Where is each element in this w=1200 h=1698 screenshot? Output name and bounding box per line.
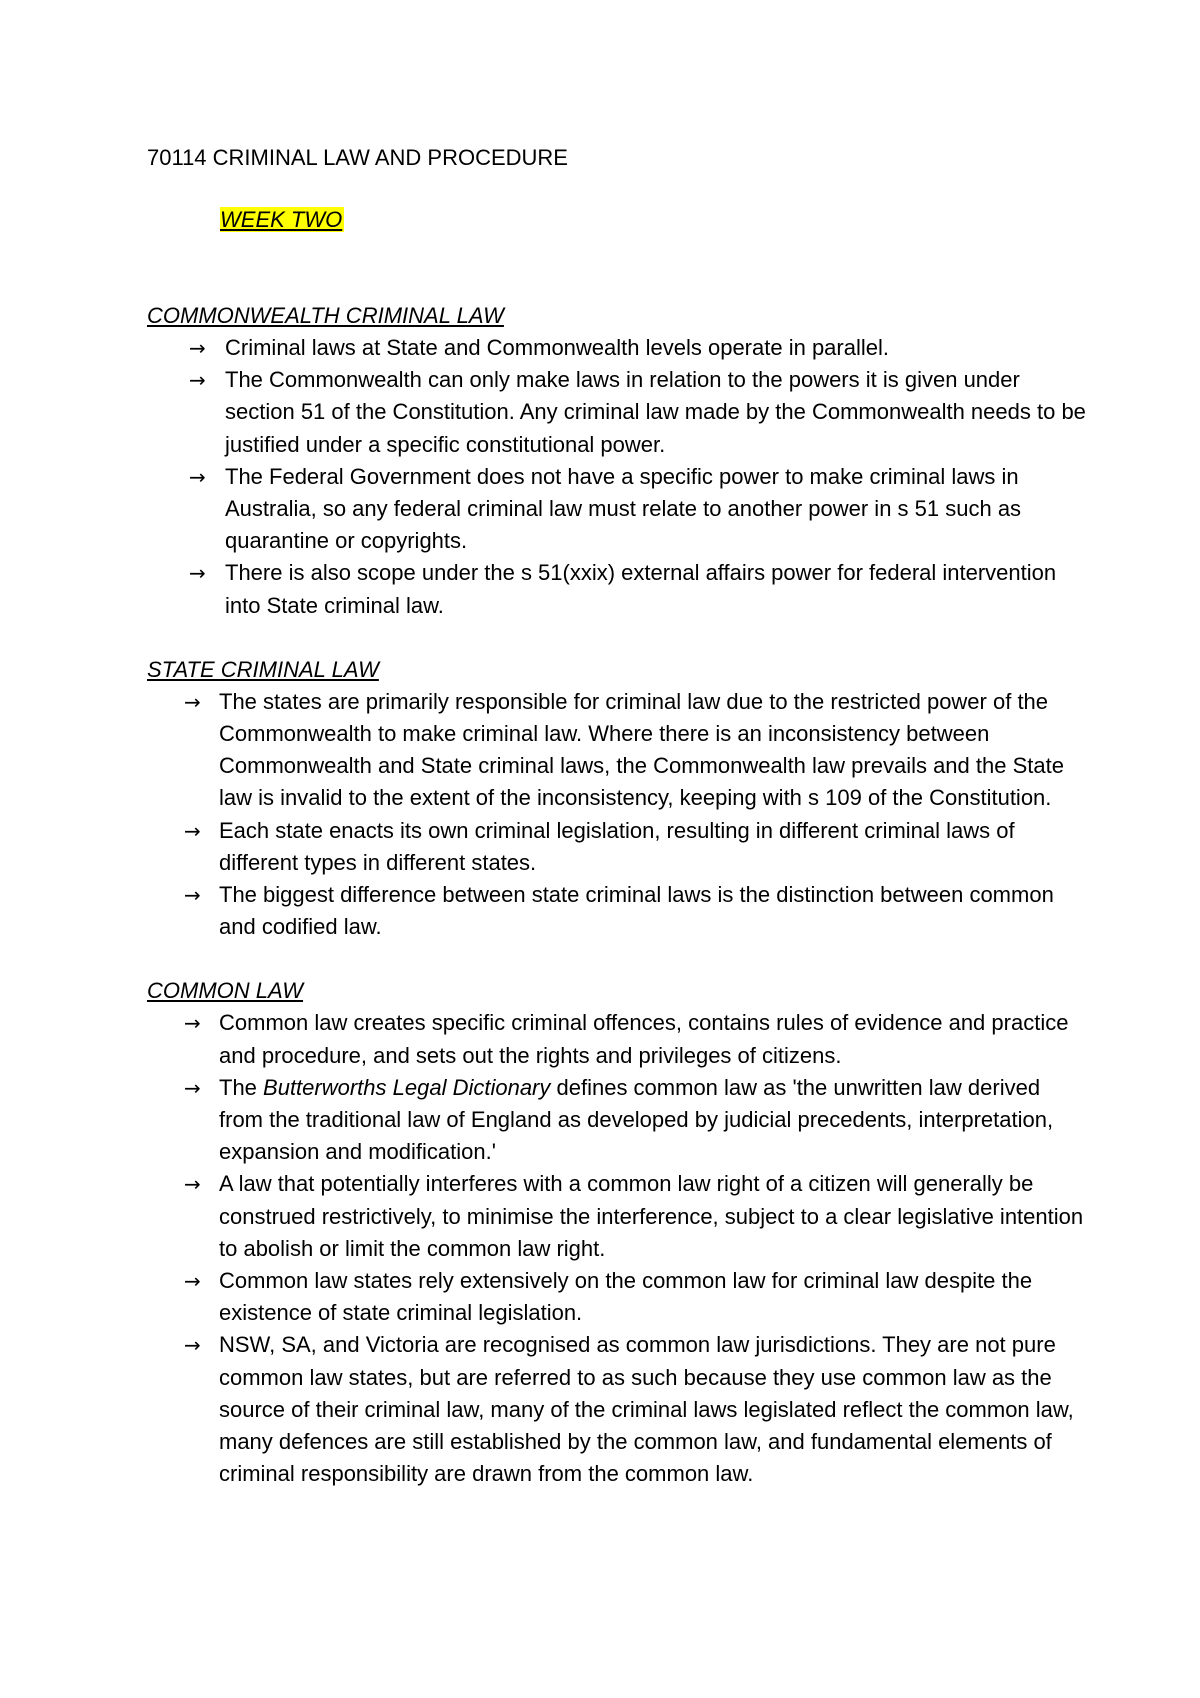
arrow-right-icon: → xyxy=(184,1011,201,1036)
week-label-highlight: WEEK TWO xyxy=(220,207,343,232)
week-label xyxy=(220,204,1087,236)
list-item xyxy=(147,332,1087,364)
bullet-list-common-law xyxy=(147,1007,1087,1490)
document-title: 70114 CRIMINAL LAW AND PROCEDURE xyxy=(147,145,568,170)
bullet-list-commonwealth xyxy=(147,332,1087,622)
bullet-text: There is also scope under the s 51(xxix) external affairs power for federal intervention into State criminal law. xyxy=(225,560,1057,618)
bullet-text xyxy=(219,1075,1053,1164)
bullet-text: The Commonwealth can only make laws in relation to the powers it is given under section 51 of the Constitution. Any criminal law made by the Commonwealth needs to be justified under a specific constitutional power. xyxy=(225,367,1086,457)
bullet-text: A law that potentially interferes with a common law right of a citizen will generally be construed restrictively, to minimise the interference, subject to a clear legislative intention to abolish or limit the common law right. xyxy=(219,1171,1084,1261)
arrow-right-icon: → xyxy=(184,818,201,843)
bullet-text: Common law creates specific criminal offences, contains rules of evidence and practice and procedure, and sets out the rights and privileges of citizens. xyxy=(219,1010,1069,1068)
arrow-right-icon: → xyxy=(184,1269,201,1294)
section-heading-state: STATE CRIMINAL LAW xyxy=(147,656,379,682)
list-item xyxy=(147,1329,1087,1490)
arrow-right-icon: → xyxy=(184,689,201,714)
arrow-right-icon: → xyxy=(189,561,206,586)
bullet-text: The biggest difference between state criminal laws is the distinction between common and codified law. xyxy=(219,882,1054,940)
list-item xyxy=(147,461,1087,558)
arrow-right-icon: → xyxy=(189,368,206,393)
arrow-right-icon: → xyxy=(189,336,206,360)
list-item xyxy=(147,686,1087,815)
dictionary-title: Butterworths Legal Dictionary xyxy=(263,1074,551,1100)
list-item xyxy=(147,1168,1087,1265)
arrow-right-icon: → xyxy=(184,1333,201,1358)
document-page xyxy=(147,142,1087,1491)
list-item xyxy=(147,815,1087,879)
bullet-text: Each state enacts its own criminal legislation, resulting in different criminal laws of different types in different states. xyxy=(219,817,1015,875)
arrow-right-icon: → xyxy=(184,883,201,908)
bullet-text: Common law states rely extensively on the common law for criminal law despite the existence of state criminal legislation. xyxy=(219,1268,1033,1326)
bullet-text: The Federal Government does not have a specific power to make criminal laws in Australia, so any federal criminal law must relate to another power in s 51 such as quarantine or copyrights. xyxy=(225,463,1022,554)
bullet-list-state xyxy=(147,686,1087,944)
section-heading-commonwealth: COMMONWEALTH CRIMINAL LAW xyxy=(147,303,504,328)
list-item xyxy=(147,364,1087,461)
bullet-text: The states are primarily responsible for criminal law due to the restricted power of the Commonwealth to make criminal law. Where there is an inconsistency between Commonwealth and State criminal laws, the Commonwealth law prevails and the State law is invalid to the extent of the inconsistency, keeping with s 109 of the Constitution. xyxy=(219,688,1064,811)
bullet-text: Criminal laws at State and Commonwealth levels operate in parallel. xyxy=(225,335,889,360)
list-item xyxy=(147,1072,1087,1169)
list-item xyxy=(147,1265,1087,1329)
arrow-right-icon: → xyxy=(184,1075,201,1100)
section-heading-common-law: COMMON LAW xyxy=(147,978,304,1004)
arrow-right-icon: → xyxy=(184,1172,201,1197)
bullet-text: NSW, SA, and Victoria are recognised as common law jurisdictions. They are not pure common law states, but are referred to as such because they use common law as the source of their criminal law, many of the criminal laws legislated reflect the common law, many defences are still established by the common law, and fundamental elements of criminal responsibility are drawn from the common law. xyxy=(219,1332,1074,1487)
list-item xyxy=(147,1007,1087,1071)
bullet-text-after: defines common law as 'the unwritten law derived from the traditional law of England as developed by judicial precedents, interpretation, expansion and modification.' xyxy=(219,1074,1054,1165)
list-item xyxy=(147,557,1087,621)
list-item xyxy=(147,879,1087,943)
bullet-text-before: The xyxy=(219,1074,264,1100)
arrow-right-icon: → xyxy=(189,464,206,489)
